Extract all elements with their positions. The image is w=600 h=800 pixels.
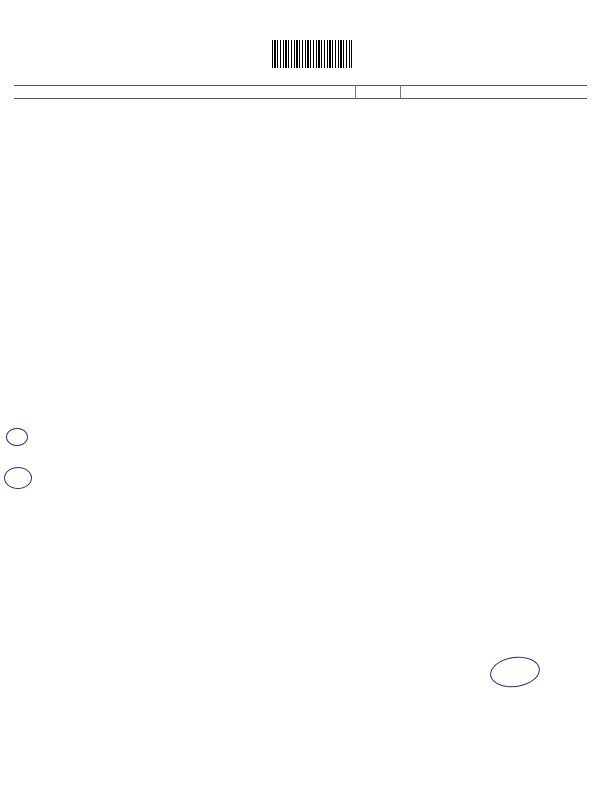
runsheet-table xyxy=(14,85,587,99)
col-consignment xyxy=(40,86,124,99)
table-header-row xyxy=(14,86,587,99)
col-weight xyxy=(124,86,160,99)
col-consignee xyxy=(199,86,356,99)
col-sno xyxy=(14,86,40,99)
circle-mark-row-10 xyxy=(4,467,32,489)
circle-mark-row-9 xyxy=(6,428,28,446)
col-remarks xyxy=(356,86,401,99)
page-mark-circle xyxy=(488,654,542,691)
col-pcs xyxy=(160,86,199,99)
col-signature xyxy=(401,86,588,99)
barcode xyxy=(272,40,352,68)
